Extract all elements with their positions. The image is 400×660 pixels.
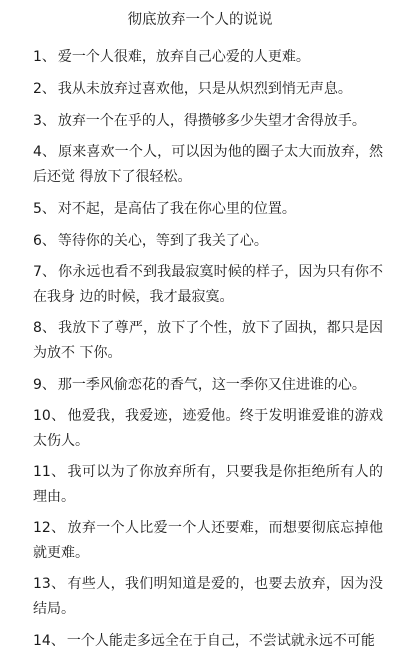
- item-number: 4、: [33, 144, 57, 160]
- item-text: 等待你的关心，等到了我关了心。: [57, 233, 268, 249]
- list-item: [33, 628, 383, 654]
- page-title: 彻底放弃一个人的说说: [127, 12, 273, 28]
- list-item: [33, 516, 383, 566]
- quote-list: [33, 44, 383, 660]
- item-text: 你永远也看不到我最寂寞时候的样子，因为只有你不在我身 边的时候，我才最寂寞。: [33, 264, 383, 305]
- list-item: [33, 372, 383, 398]
- item-number: 7、: [33, 264, 57, 280]
- item-text: 他爱我，我爱迹，迹爱他。终于发明谁爱谁的游戏太伤人。: [33, 408, 383, 449]
- item-text: 原来喜欢一个人，可以因为他的圈子太大而放弃，然后还觉 得放下了很轻松。: [33, 144, 383, 185]
- item-number: 13、: [33, 576, 66, 592]
- item-number: 9、: [33, 377, 56, 393]
- list-item: [33, 44, 383, 70]
- list-item: [33, 196, 383, 222]
- list-item: [33, 572, 383, 622]
- item-number: 5、: [33, 201, 56, 217]
- item-text: 放弃一个人比爱一个人还要难，而想要彻底忘掉他就更难。: [33, 520, 383, 561]
- item-text: 一个人能走多远全在于自己，不尝试就永远不可能: [66, 633, 375, 649]
- item-number: 1、: [33, 49, 56, 65]
- item-text: 放弃一个在乎的人，得攒够多少失望才舍得放手。: [57, 113, 366, 129]
- item-number: 8、: [33, 320, 57, 336]
- item-number: 10、: [33, 408, 66, 424]
- item-number: 14、: [33, 633, 65, 649]
- item-text: 爱一个人很难，放弃自己心爱的人更难。: [57, 49, 310, 65]
- list-item: [33, 260, 383, 310]
- item-text: 我从未放弃过喜欢他，只是从炽烈到悄无声息。: [57, 81, 352, 97]
- item-number: 6、: [33, 233, 56, 249]
- item-number: 3、: [33, 113, 56, 129]
- list-item: [33, 316, 383, 366]
- item-number: 11、: [33, 464, 66, 480]
- item-text: 我可以为了你放弃所有，只要我是你拒绝所有人的理由。: [33, 464, 383, 505]
- item-text: 对不起，是高估了我在你心里的位置。: [57, 201, 296, 217]
- item-text: 有些人，我们明知道是爱的，也要去放弃，因为没结局。: [33, 576, 383, 617]
- list-item: [33, 404, 383, 454]
- item-text: 我放下了尊严，放下了个性，放下了固执，都只是因为放不 下你。: [33, 320, 383, 361]
- list-item: [33, 460, 383, 510]
- list-item: [33, 228, 383, 254]
- item-number: 2、: [33, 81, 56, 97]
- list-item: [33, 76, 383, 102]
- list-item: [33, 140, 383, 190]
- item-number: 12、: [33, 520, 66, 536]
- list-item: [33, 108, 383, 134]
- item-text: 那一季风偷恋花的香气，这一季你又住进谁的心。: [57, 377, 366, 393]
